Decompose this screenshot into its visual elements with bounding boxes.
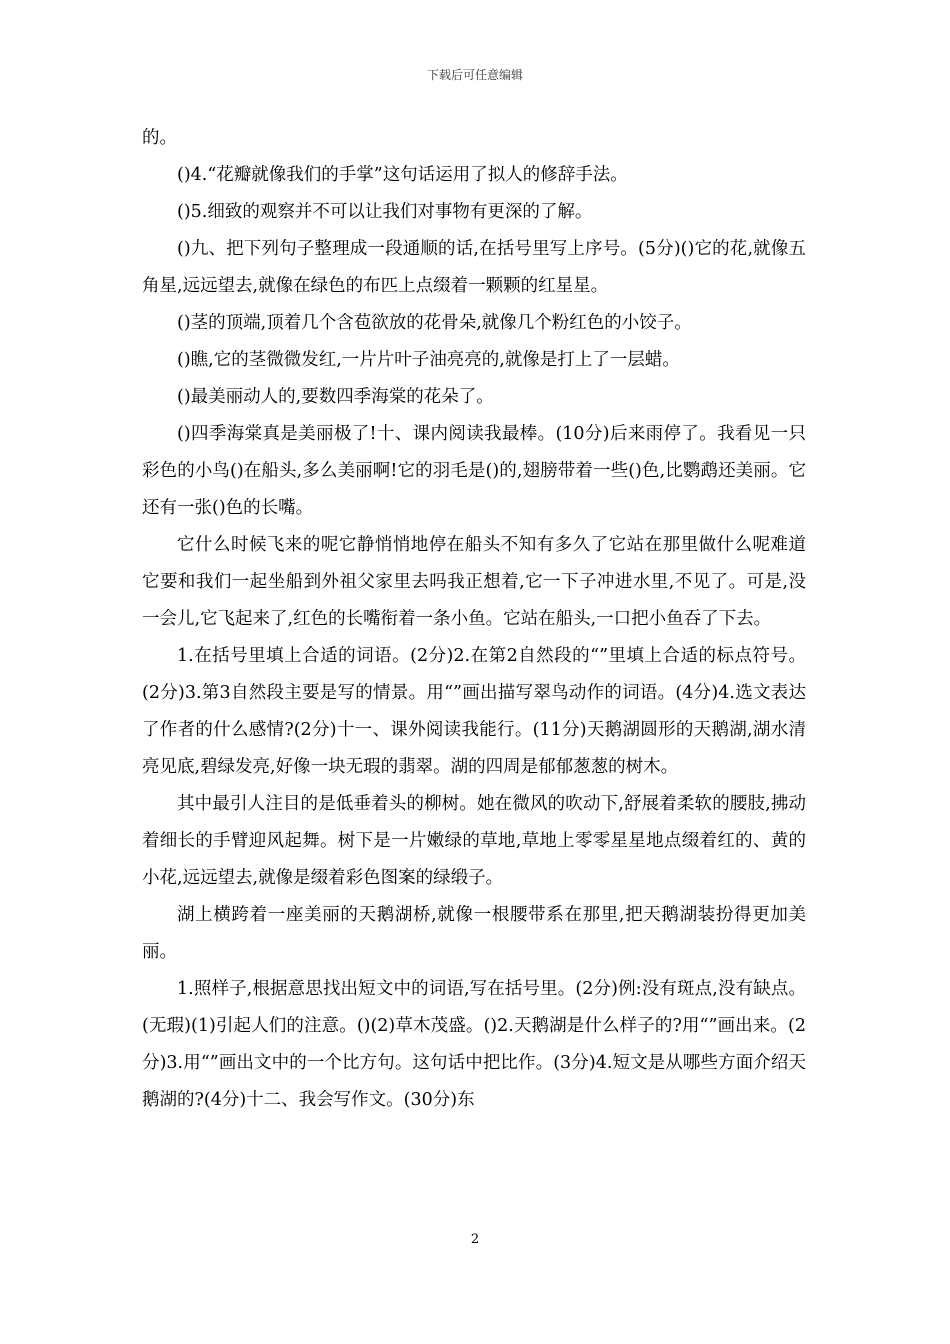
paragraph: 1.照样子,根据意思找出短文中的词语,写在括号里。(2分)例:没有斑点,没有缺点。(无瑕)(1)引起人们的注意。()(2)草木茂盛。()2.天鹅湖是什么样子的?用“”画出来。(2分)3.用“”画出文中的一个比方句。这句话中把比作。(3分)4.短文是从哪些方面介绍天鹅湖的?(4分)十二、我会写作文。(30分)东 bbox=[142, 979, 806, 1110]
document-body bbox=[142, 120, 806, 1119]
page-number: 2 bbox=[470, 1232, 480, 1247]
paragraph: 其中最引人注目的是低垂着头的柳树。她在微风的吹动下,舒展着柔软的腰肢,拂动着细长的手臂迎风起舞。树下是一片嫩绿的草地,草地上零零星星地点缀着红的、黄的小花,远远望去,就像是缀着彩色图案的绿缎子。 bbox=[142, 794, 806, 888]
paragraph: 的。 bbox=[142, 128, 177, 148]
paragraph: ()茎的顶端,顶着几个含苞欲放的花骨朵,就像几个粉红色的小饺子。 bbox=[177, 313, 692, 333]
paragraph: 它什么时候飞来的呢它静悄悄地停在船头不知有多久了它站在那里做什么呢难道它要和我们一起坐船到外祖父家里去吗我正想着,它一下子冲进水里,不见了。可是,没一会儿,它飞起来了,红色的长嘴衔着一条小鱼。它站在船头,一口把小鱼吞了下去。 bbox=[142, 535, 806, 629]
paragraph: ()瞧,它的茎微微发红,一片片叶子油亮亮的,就像是打上了一层蜡。 bbox=[177, 350, 680, 370]
paragraph: ()四季海棠真是美丽极了!十、课内阅读我最棒。(10分)后来雨停了。我看见一只彩色的小鸟()在船头,多么美丽啊!它的羽毛是()的,翅膀带着一些()色,比鹦鹉还美丽。它还有一张()色的长嘴。 bbox=[142, 424, 806, 518]
paragraph: ()九、把下列句子整理成一段通顺的话,在括号里写上序号。(5分)()它的花,就像五角星,远远望去,就像在绿色的布匹上点缀着一颗颗的红星星。 bbox=[142, 239, 806, 296]
paragraph: ()4.“花瓣就像我们的手掌”这句话运用了拟人的修辞手法。 bbox=[177, 165, 628, 185]
paragraph: ()5.细致的观察并不可以让我们对事物有更深的了解。 bbox=[177, 202, 593, 222]
paragraph: ()最美丽动人的,要数四季海棠的花朵了。 bbox=[177, 387, 494, 407]
paragraph: 1.在括号里填上合适的词语。(2分)2.在第2自然段的“”里填上合适的标点符号。(2分)3.第3自然段主要是写的情景。用“”画出描写翠鸟动作的词语。(4分)4.选文表达了作者的什么感情?(2分)十一、课外阅读我能行。(11分)天鹅湖圆形的天鹅湖,湖水清亮见底,碧绿发亮,好像一块无瑕的翡翠。湖的四周是郁郁葱葱的树木。 bbox=[142, 646, 806, 777]
paragraph: 湖上横跨着一座美丽的天鹅湖桥,就像一根腰带系在那里,把天鹅湖装扮得更加美丽。 bbox=[142, 905, 806, 962]
page-header: 下载后可任意编辑 bbox=[426, 68, 523, 82]
